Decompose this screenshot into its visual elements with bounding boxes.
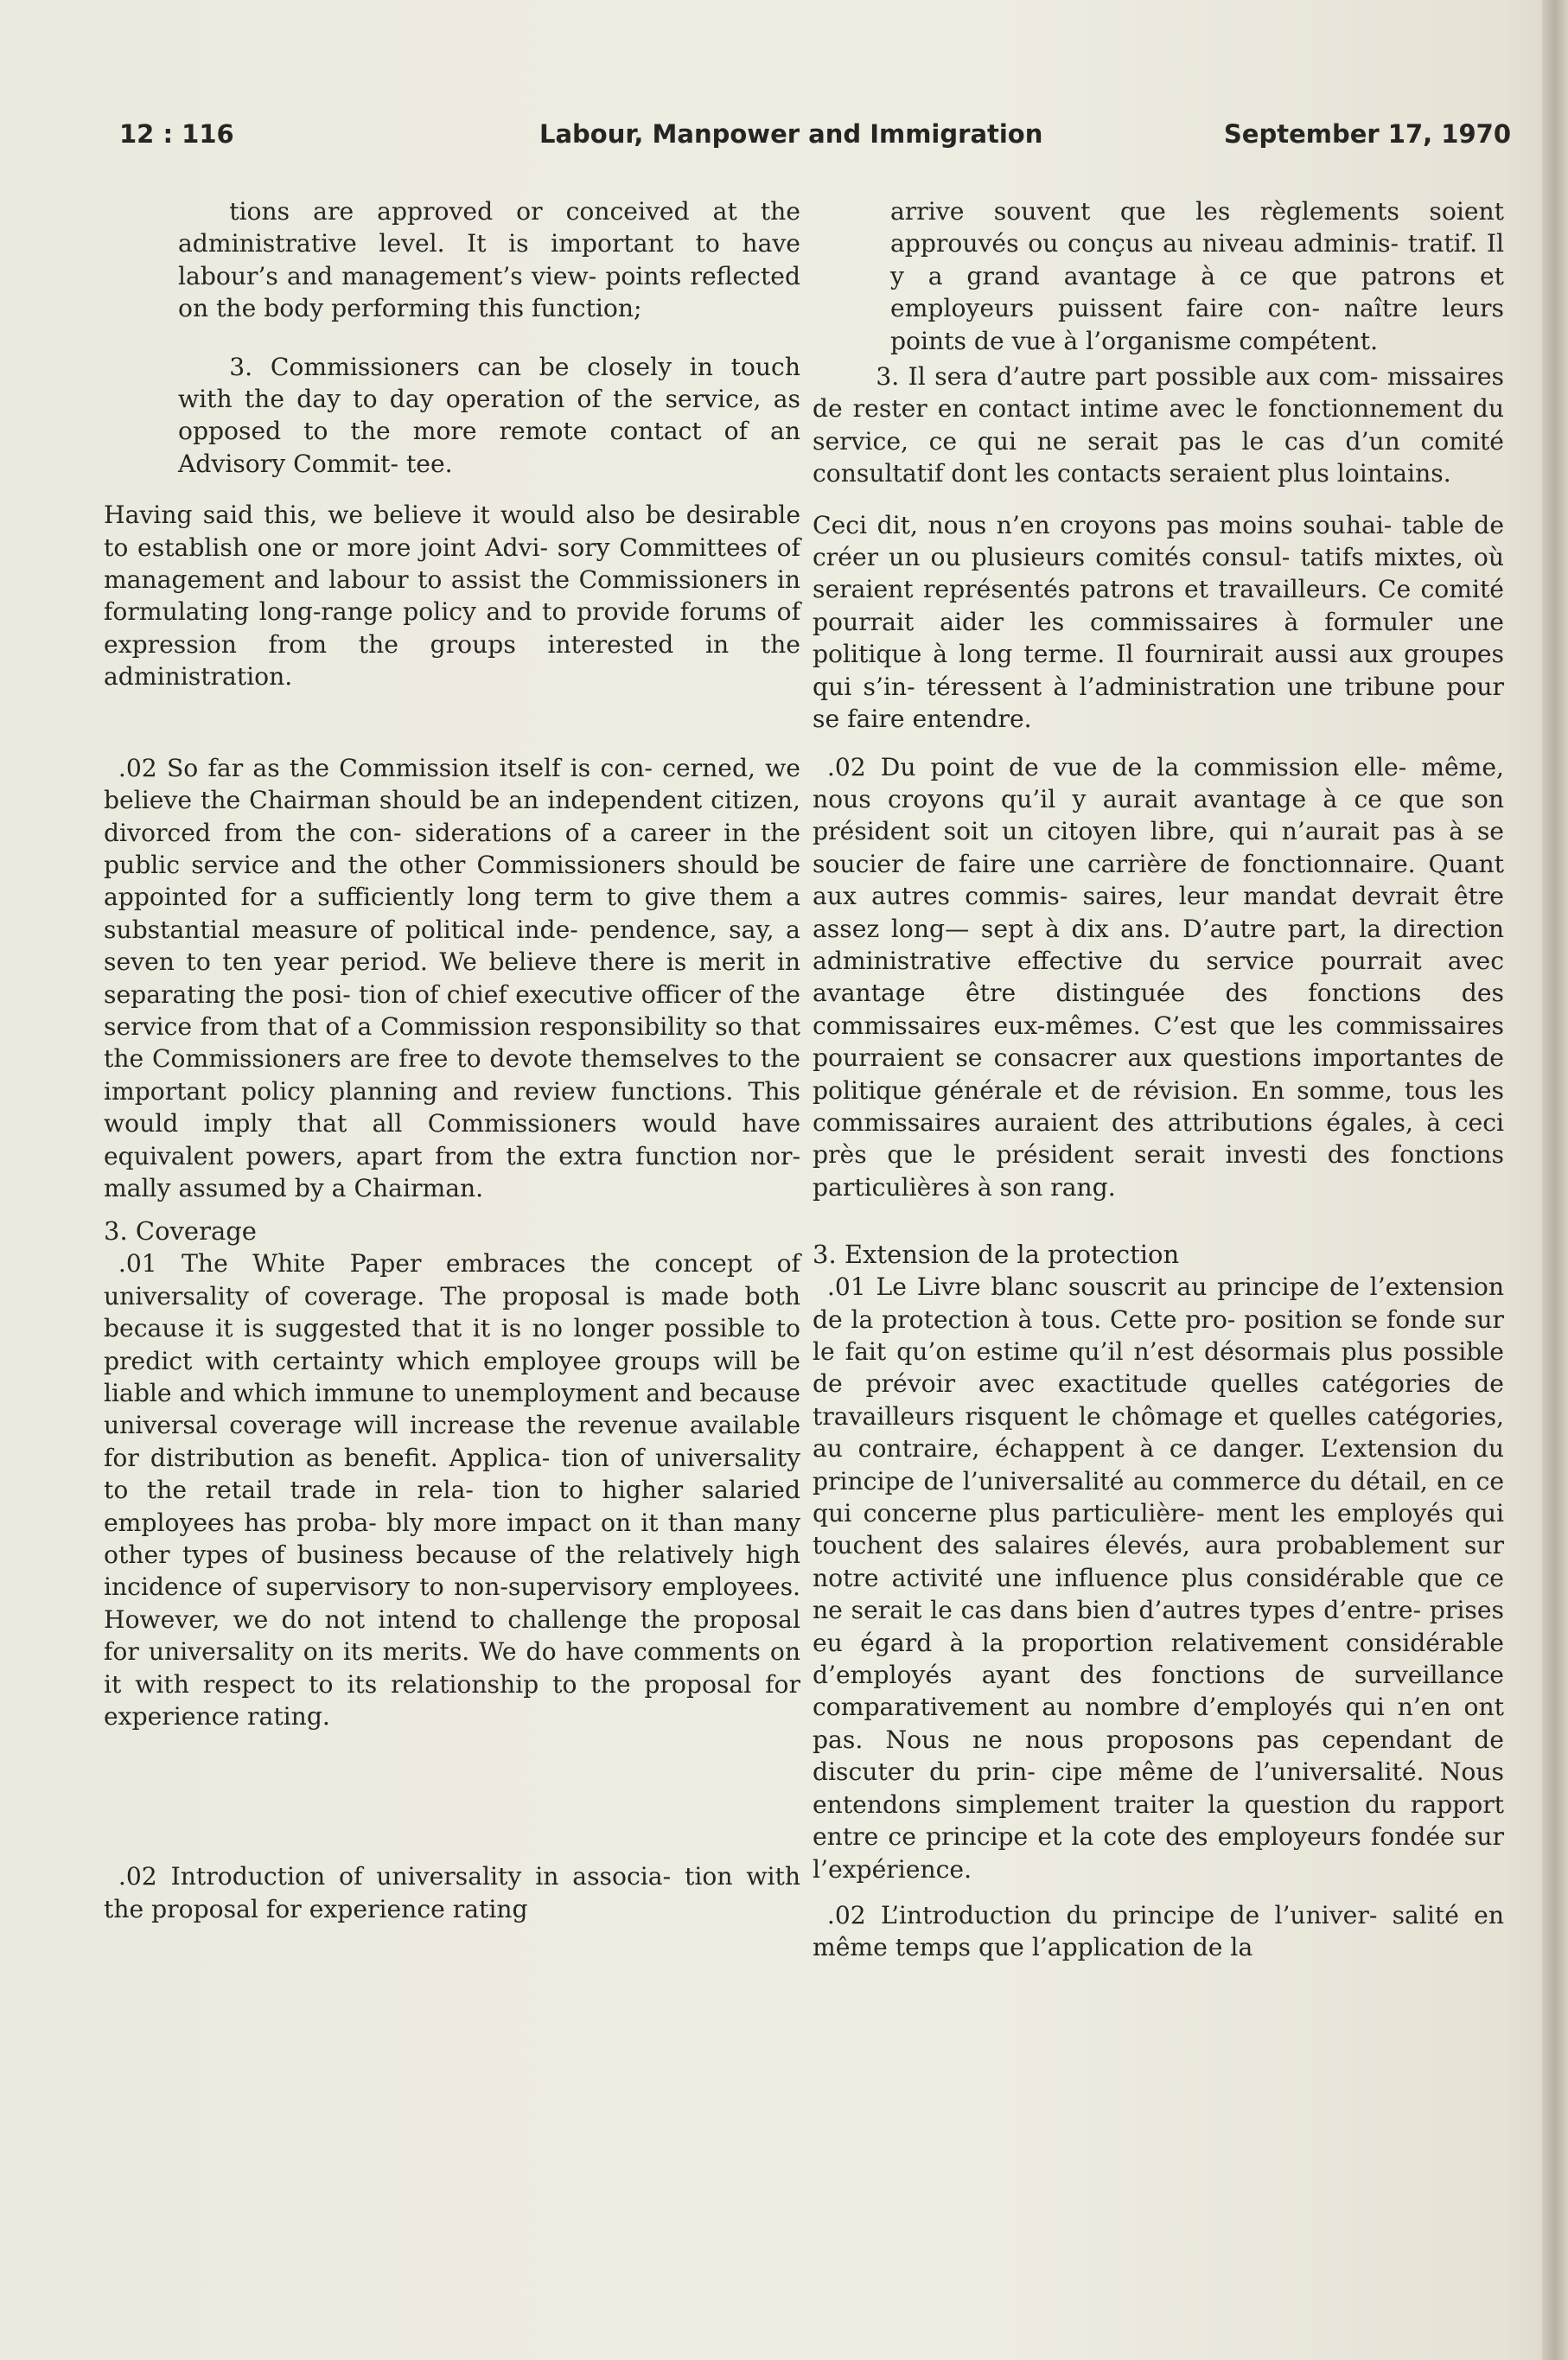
- fr-paragraph-6: .02 L’introduction du principe de l’univer- salité en même temps que l’application de la: [813, 1900, 1504, 1962]
- running-header: [119, 119, 1511, 171]
- publication-title: Labour, Manpower and Immigration: [539, 119, 1043, 149]
- en-section-heading: 3. Coverage: [104, 1216, 257, 1247]
- fr-paragraph-3: Ceci dit, nous n’en croyons pas moins souhai- table de créer un ou plusieurs comités consul- tatifs mixtes, où seraient représentés patrons et travailleurs. Ce comité pourrait aider les commissaires à formuler une politique à long terme. Il fournirait aussi aux groupes qui s’in- téressent à l’administration une tribune pour se faire entendre.: [813, 510, 1504, 734]
- en-paragraph-2: 3. Commissioners can be closely in touch with the day to day operation of the service, as opposed to the more remote contact of an Advisory Commit- tee.: [178, 352, 800, 478]
- french-column: [813, 195, 1504, 2287]
- en-paragraph-1: tions are approved or conceived at the administrative level. It is important to have labour’s and management’s view- points reflected on the body performing this function;: [178, 197, 800, 323]
- fr-paragraph-4: .02 Du point de vue de la commission elle- même, nous croyons qu’il y aurait avantage à ce que son président soit un citoyen libre, qui n’aurait pas à se soucier de faire une carrière de fonctionnaire. Quant aux autres commis- saires, leur mandat devrait être assez long— sept à dix ans. D’autre part, la direction administrative effective du service pourrait avec avantage être distinguée des fonctions des commissaires eux-mêmes. C’est que les commissaires pourraient se consacrer aux questions importantes de politique générale et de révision. En somme, tous les commissaires auraient des attributions égales, à ceci près que le président serait investi des fonctions particulières à son rang.: [813, 752, 1504, 1202]
- fr-paragraph-1: arrive souvent que les règlements soient approuvés ou conçus au niveau adminis- tratif. Il y a grand avantage à ce que patrons et employeurs puissent faire con- naître leurs points de vue à l’organisme compétent.: [890, 197, 1504, 355]
- publication-date: September 17, 1970: [1223, 119, 1511, 149]
- en-paragraph-6: .02 Introduction of universality in associa- tion with the proposal for experience rating: [104, 1862, 800, 1923]
- english-column: [104, 195, 800, 2287]
- en-paragraph-3: Having said this, we believe it would also be desirable to establish one or more joint Advi- sory Committees of management and labour to assist the Commissioners in formulating long-range policy and to provide forums of expression from the groups interested in the administration.: [104, 501, 800, 692]
- fr-paragraph-5: .01 Le Livre blanc souscrit au principe de l’extension de la protection à tous. Cette pro- position se fonde sur le fait qu’on estime qu’il n’est désormais plus possible de prévoir avec exactitude quelles catégories de travailleurs risquent le chômage et quelles catégories, au contraire, échappent à ce danger. L’extension du principe de l’universalité au commerce du détail, en ce qui concerne plus particulière- ment les employés qui touchent des salaires élevés, aura probablement sur notre activité une influence plus considérable que ce ne serait le cas dans bien d’autres types d’entre- prises eu égard à la proportion relativement considérable d’employés ayant des fonctions de surveillance comparativement au nombre d’employés qui n’en ont pas. Nous ne nous proposons pas cependant de discuter du prin- cipe même de l’universalité. Nous entendons simplement traiter la question du rapport entre ce principe et la cote des employeurs fondée sur l’expérience.: [813, 1272, 1504, 1884]
- fr-section-heading: 3. Extension de la protection: [813, 1240, 1180, 1270]
- page-edge: [1542, 0, 1568, 2360]
- en-paragraph-4: .02 So far as the Commission itself is con- cerned, we believe the Chairman should be an independent citizen, divorced from the con- siderations of a career in the public service and the other Commissioners should be appointed for a sufficiently long term to give them a substantial measure of political inde- pendence, say, a seven to ten year period. We believe there is merit in separating the posi- tion of chief executive officer of the service from that of a Commission responsibility so that the Commissioners are free to devote themselves to the important policy planning and review functions. This would imply that all Commissioners would have equivalent powers, apart from the extra function nor- mally assumed by a Chairman.: [104, 753, 800, 1202]
- page-number: 12 : 116: [119, 119, 234, 149]
- en-paragraph-5: .01 The White Paper embraces the concept of universality of coverage. The proposal is made both because it is suggested that it is no longer possible to predict with certainty which employee groups will be liable and which immune to unemployment and because universal coverage will increase the revenue available for distribution as benefit. Applica- tion of universality to the retail trade in rela- tion to higher salaried employees has proba- bly more impact on it than many other types of business because of the relatively high incidence of supervisory to non-supervisory employees. However, we do not intend to challenge the proposal for universality on its merits. We do have comments on it with respect to its relationship to the proposal for experience rating.: [104, 1249, 800, 1732]
- fr-paragraph-2: 3. Il sera d’autre part possible aux com- missaires de rester en contact intime avec le fonctionnement du service, ce qui ne serait pas le cas d’un comité consultatif dont les contacts seraient plus lointains.: [813, 362, 1504, 488]
